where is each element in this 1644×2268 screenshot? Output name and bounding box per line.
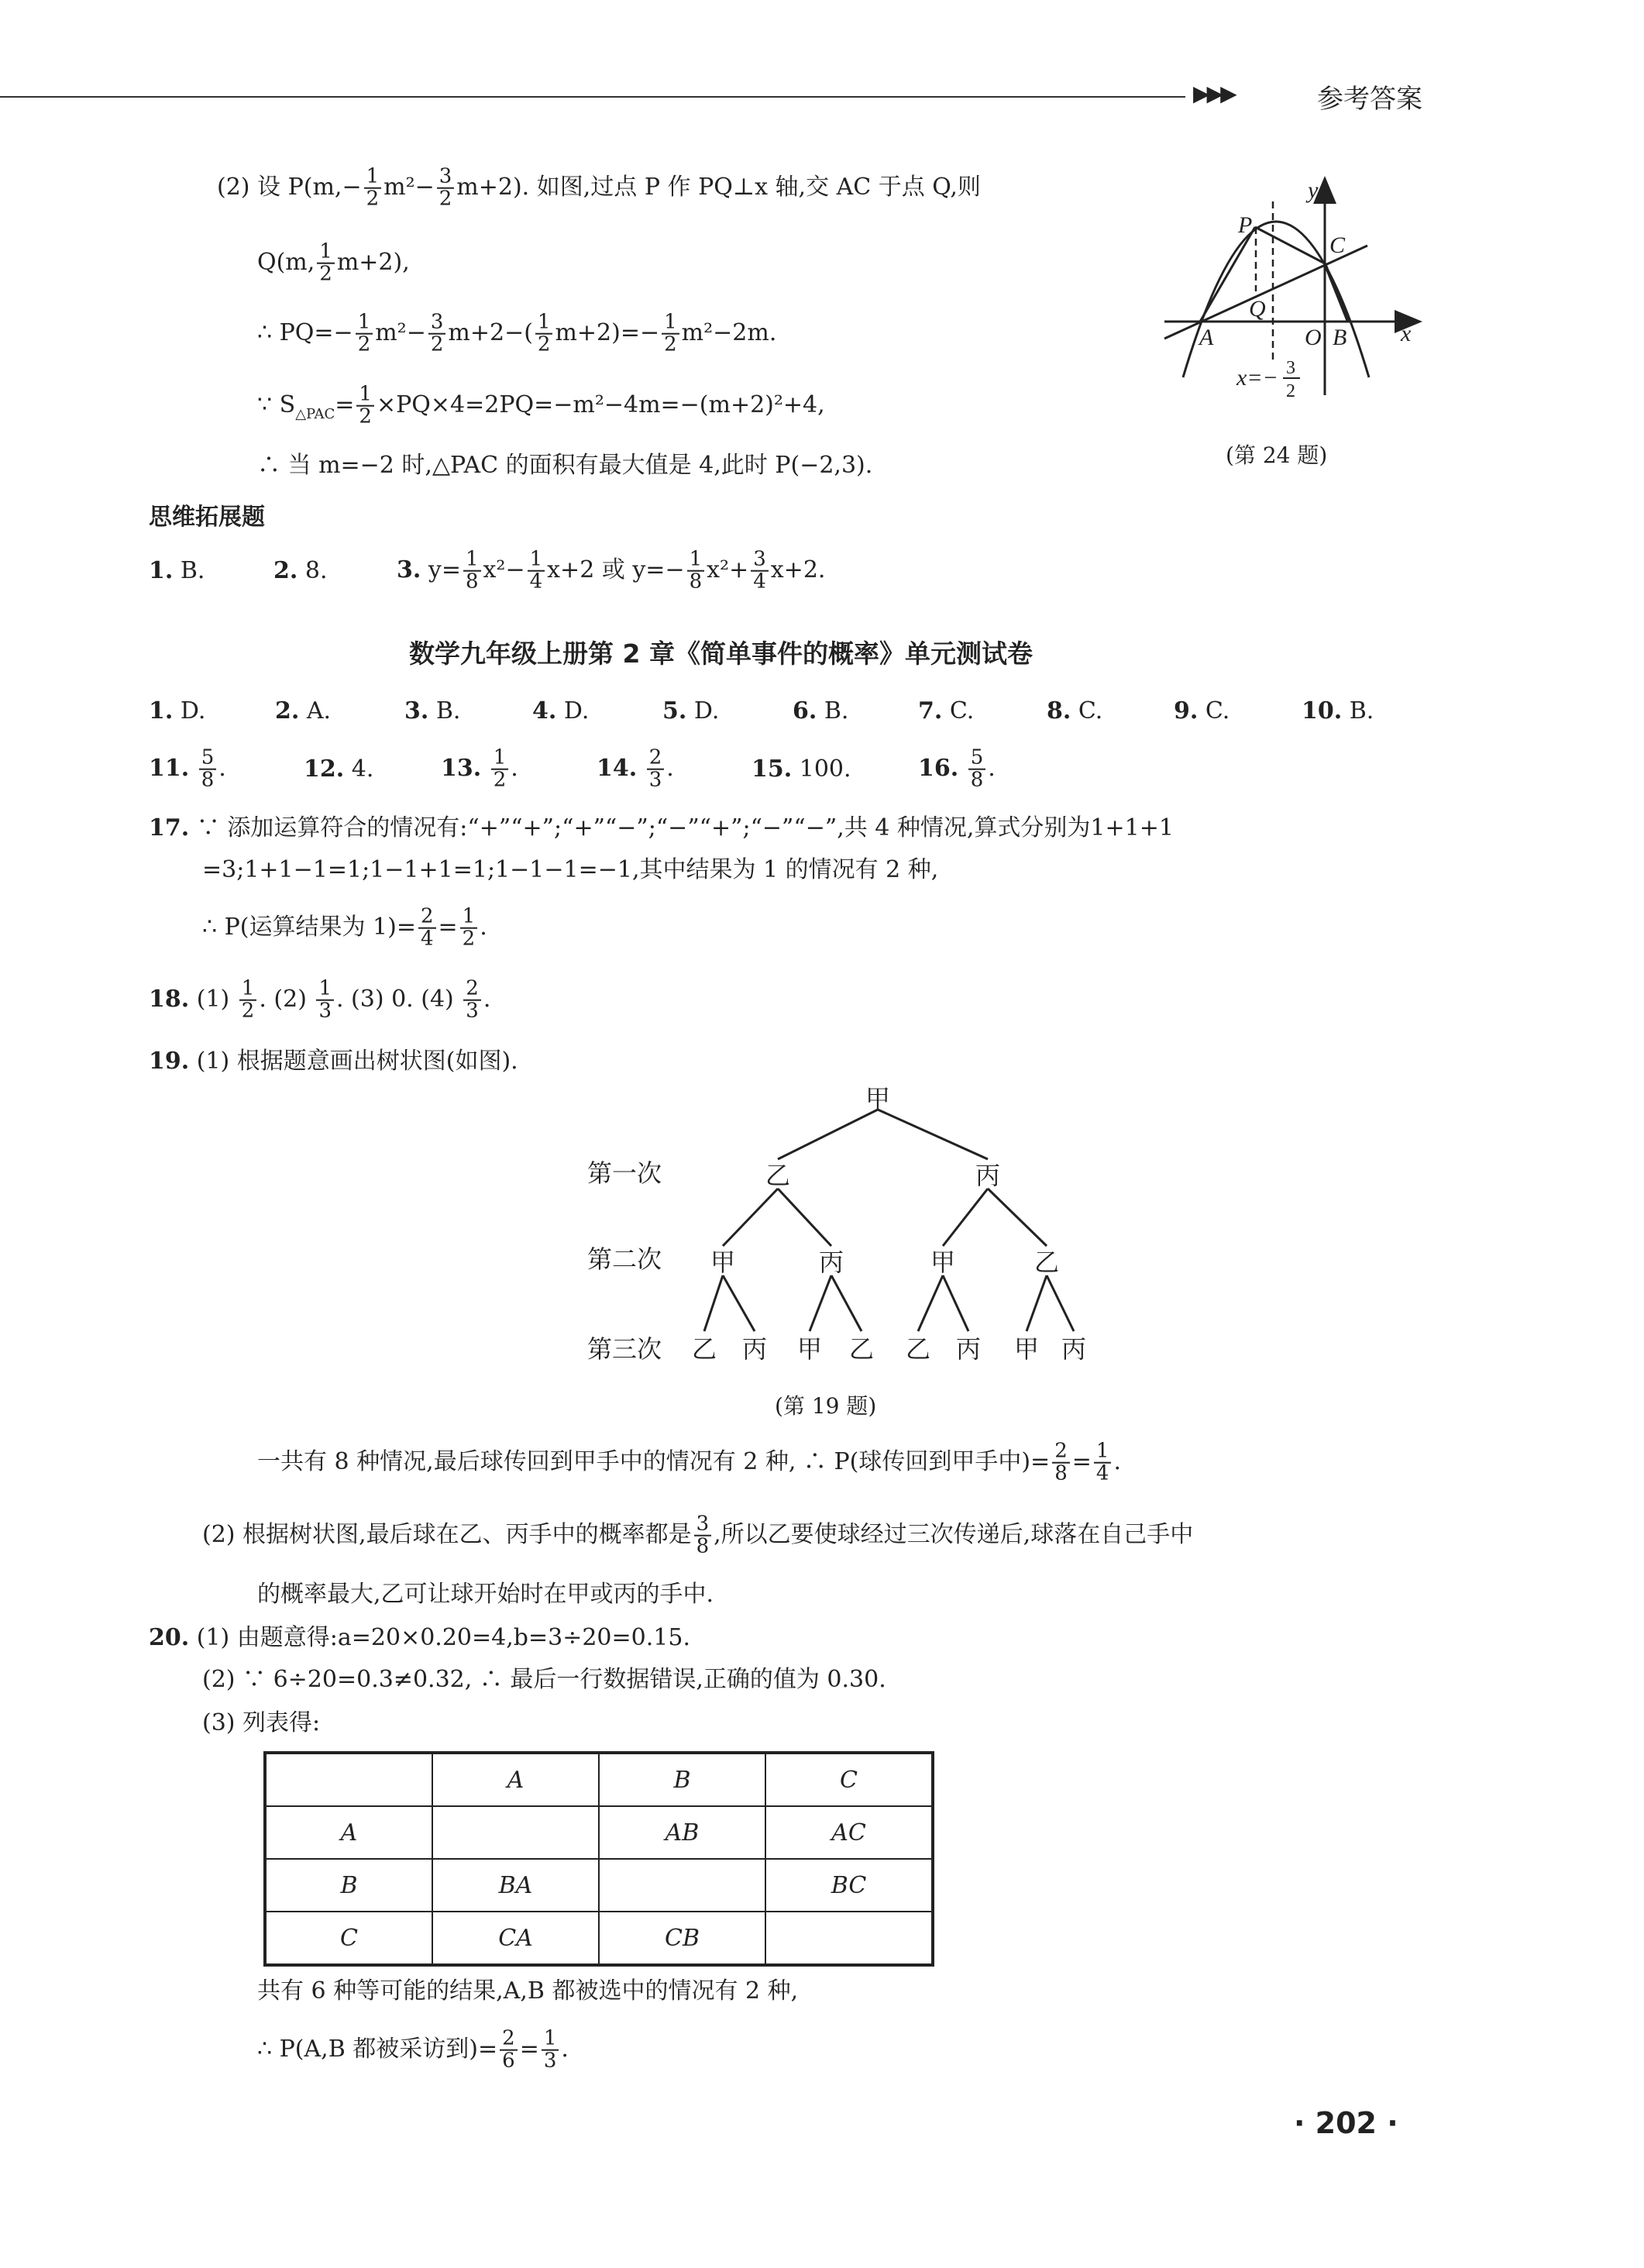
tree-node-l3: 丙 (1061, 1334, 1087, 1364)
numerator: 1 (491, 748, 509, 770)
text-segment: (3) 列表得: (202, 1709, 321, 1736)
question-number: 12. (304, 755, 345, 783)
text-segment: . (988, 755, 996, 782)
text-segment: (1) 由题意得:a=20×0.20=4,b=3÷20=0.15. (189, 1624, 690, 1651)
label-b: B (1333, 325, 1347, 350)
table-row (265, 1912, 933, 1965)
question-number: 2. (273, 557, 298, 584)
outcome-table (263, 1751, 934, 1967)
text-segment: = (335, 391, 355, 418)
text-segment: ∴ PQ=− (257, 319, 353, 346)
question-number: 14. (597, 755, 638, 782)
denominator: 2 (366, 188, 380, 211)
text-segment: . (561, 2036, 569, 2063)
numerator: 2 (500, 2029, 518, 2051)
table-cell (265, 1753, 432, 1806)
fraction (694, 1514, 712, 1558)
text-segment: (2) 设 P(m,− (217, 174, 362, 201)
denominator: 4 (1095, 1462, 1109, 1485)
numerator: 1 (542, 2029, 559, 2051)
text-segment: 8. (298, 557, 328, 584)
text-segment: (1) (189, 986, 237, 1013)
answer-19-line2 (257, 1441, 1121, 1485)
numerator: 1 (1094, 1441, 1112, 1464)
denominator: 2 (462, 928, 476, 951)
denominator: 3 (318, 1000, 332, 1023)
text-segment: D. (173, 697, 206, 724)
table-cell: AC (765, 1806, 933, 1859)
text-segment: D. (686, 697, 720, 724)
text-segment: . (218, 755, 226, 782)
tree-node-l3: 丙 (741, 1334, 768, 1364)
tree-node-l2: 丙 (818, 1248, 844, 1277)
question-number: 13. (441, 755, 482, 782)
text-segment: m+2), (336, 249, 410, 276)
question-number: 7. (918, 697, 943, 724)
numerator: 1 (463, 549, 481, 572)
header-section-label: 参考答案 (1317, 84, 1422, 115)
test-title: 数学九年级上册第 2 章《简单事件的概率》单元测试卷 (409, 638, 1033, 669)
figure-19-caption: (第 19 题) (775, 1393, 877, 1419)
answer-20-line5 (257, 2026, 569, 2073)
tree-node-l1: 丙 (975, 1161, 1001, 1190)
table-cell (599, 1859, 765, 1912)
text-segment: ∴ P(A,B 都被采访到)= (257, 2036, 498, 2063)
tree-row-label-1: 第一次 (586, 1158, 662, 1188)
text-segment: 100. (792, 755, 851, 783)
numerator: 5 (968, 748, 986, 770)
numerator: 1 (687, 549, 705, 572)
fraction (1094, 1441, 1112, 1485)
question-number: 20. (149, 1624, 190, 1651)
tree-row-label-3: 第三次 (586, 1334, 662, 1364)
table-row (265, 1859, 933, 1912)
tree-node-l2: 乙 (1034, 1248, 1060, 1277)
text-segment: ∵ 添加运算符合的情况有:“+”“+”;“+”“−”;“−”“+”;“−”“−”,共 4 种情况,算式分别为1+1+1 (189, 814, 1174, 841)
tree-node-l1: 乙 (765, 1161, 791, 1190)
label-axis-n: 3 (1286, 358, 1295, 378)
label-axis-d: 2 (1286, 381, 1295, 401)
text-segment: (2) ∵ 6÷20=0.3≠0.32, ∴ 最后一行数据错误,正确的值为 0.30. (202, 1666, 886, 1693)
extension-section-title: 思维拓展题 (149, 504, 265, 531)
page-number: · 202 · (1294, 2106, 1398, 2140)
question-number: 8. (1047, 697, 1071, 724)
numerator: 1 (535, 312, 553, 335)
question-number: 10. (1302, 697, 1343, 724)
text-segment: . (666, 755, 674, 782)
question-number: 18. (149, 986, 190, 1013)
text-segment: y= (421, 556, 461, 583)
denominator: 8 (1054, 1462, 1068, 1485)
text-segment: C. (1198, 697, 1230, 724)
answer-19-line4 (257, 1583, 714, 1606)
label-q: Q (1249, 296, 1266, 322)
numerator: 5 (199, 748, 217, 770)
table-cell: CA (432, 1912, 599, 1965)
label-axis-eq: x=− (1236, 365, 1278, 391)
text-segment: ,所以乙要使球经过三次传递后,球落在自己手中 (714, 1521, 1194, 1548)
label-a: A (1199, 325, 1214, 350)
text-segment: m²− (383, 174, 435, 201)
text-segment: 4. (344, 755, 374, 783)
table-cell: C (265, 1912, 432, 1965)
header-arrows-icon: ▶▶▶ (1193, 81, 1234, 106)
table-header-row (265, 1753, 933, 1806)
question-number: 6. (793, 697, 817, 724)
tree-node-l3: 乙 (691, 1334, 717, 1364)
question-number: 4. (532, 697, 557, 724)
question-number: 3. (397, 556, 421, 583)
question-number: 9. (1174, 697, 1199, 724)
answer-20-line1 (149, 1626, 690, 1650)
answer-20-line4 (257, 1977, 799, 2005)
text-segment: = (1071, 1448, 1092, 1475)
table-cell (765, 1912, 933, 1965)
text-segment: = (519, 2036, 539, 2063)
denominator: 2 (537, 333, 551, 356)
question-number: 3. (404, 697, 429, 724)
numerator: 1 (239, 979, 257, 1001)
fraction (1052, 1441, 1070, 1485)
text-segment: m²− (375, 319, 426, 346)
numerator: 1 (316, 979, 334, 1001)
text-segment: (2) 根据树状图,最后球在乙、丙手中的概率都是 (202, 1521, 692, 1548)
denominator: 3 (543, 2049, 557, 2073)
answer-20-line3 (202, 1709, 321, 1736)
denominator: 4 (420, 928, 434, 951)
question-number: 1. (149, 557, 174, 584)
text-segment: B. (173, 557, 205, 584)
denominator: 2 (319, 263, 332, 286)
numerator: 1 (662, 312, 679, 335)
text-segment: = (438, 914, 458, 941)
numerator: 1 (460, 907, 478, 929)
question-number: 16. (918, 755, 959, 782)
denominator: 2 (357, 333, 371, 356)
tree-node-l2: 甲 (930, 1248, 956, 1277)
label-x: x (1401, 321, 1412, 346)
table-cell: B (599, 1753, 765, 1806)
text-segment: ×PQ×4=2PQ=−m²−4m=−(m+2)²+4, (376, 391, 825, 418)
table-cell: CB (599, 1912, 765, 1965)
answer-19-line3 (202, 1514, 1193, 1558)
table-cell: AB (599, 1806, 765, 1859)
table-cell: A (265, 1806, 432, 1859)
label-o: O (1305, 325, 1322, 350)
numerator: 3 (694, 1514, 712, 1537)
denominator: 8 (689, 570, 703, 594)
answer-20-line2 (202, 1668, 886, 1692)
text-segment: . (2) (259, 986, 315, 1013)
text-segment: 一共有 8 种情况,最后球传回到甲手中的情况有 2 种, ∴ P(球传回到甲手中)= (257, 1448, 1051, 1475)
numerator: 2 (1052, 1441, 1070, 1464)
numerator: 1 (528, 549, 545, 572)
table-cell (432, 1806, 599, 1859)
text-segment: m²−2m. (681, 319, 777, 346)
table-cell: BA (432, 1859, 599, 1912)
denominator: 4 (529, 570, 543, 594)
question-number: 15. (751, 755, 793, 783)
text-segment: A. (299, 697, 332, 724)
numerator: 3 (428, 312, 446, 335)
text-segment: =3;1+1−1=1;1−1+1=1;1−1−1=−1,其中结果为 1 的情况有 2 种, (202, 856, 939, 883)
text-segment: . (1113, 1448, 1121, 1475)
text-segment: C. (942, 697, 975, 724)
text-segment: x²− (483, 556, 525, 583)
denominator: 8 (201, 769, 215, 792)
text-segment: B. (817, 697, 849, 724)
fraction (542, 2026, 559, 2073)
fraction (500, 2026, 518, 2073)
text-segment: m+2)=− (555, 319, 660, 346)
numerator: 1 (356, 384, 374, 407)
text-segment: . (480, 914, 487, 941)
tree-node-l2: 甲 (710, 1248, 736, 1277)
label-c: C (1329, 232, 1346, 258)
text-segment: m+2). 如图,过点 P 作 PQ⊥x 轴,交 AC 于点 Q,则 (456, 174, 981, 201)
text-segment: B. (1342, 697, 1374, 724)
question-number: 17. (149, 814, 190, 841)
numerator: 2 (463, 979, 481, 1001)
denominator: 2 (359, 405, 372, 428)
question-number: 2. (275, 697, 300, 724)
tree-node-l3: 甲 (796, 1334, 823, 1364)
question-number: 5. (662, 697, 687, 724)
text-segment: x+2. (770, 556, 826, 583)
tree-node-l3: 乙 (905, 1334, 931, 1364)
question-number: 19. (149, 1048, 190, 1075)
text-segment: . (511, 755, 518, 782)
denominator: 8 (465, 570, 479, 594)
numerator: 1 (364, 167, 382, 189)
denominator: 8 (970, 769, 984, 792)
table-cell: A (432, 1753, 599, 1806)
numerator: 3 (437, 167, 455, 189)
question-number: 1. (149, 697, 174, 724)
text-segment: x+2 或 y=− (547, 556, 685, 583)
text-segment: B. (428, 697, 461, 724)
numerator: 3 (751, 549, 769, 572)
denominator: 2 (493, 769, 507, 792)
tree-root: 甲 (865, 1084, 891, 1113)
text-segment: Q(m, (257, 249, 315, 276)
tree-row-label-2: 第二次 (586, 1244, 662, 1274)
table-cell: BC (765, 1859, 933, 1912)
denominator: 4 (753, 570, 766, 594)
text-segment: ∴ P(运算结果为 1)= (202, 914, 416, 941)
tree-node-l3: 乙 (848, 1334, 875, 1364)
text-segment: D. (556, 697, 590, 724)
figure-24-caption: (第 24 题) (1226, 442, 1328, 468)
table-cell: B (265, 1859, 432, 1912)
denominator: 2 (430, 333, 444, 356)
subscript: △PAC (295, 406, 335, 422)
denominator: 8 (696, 1535, 710, 1558)
text-segment: 共有 6 种等可能的结果,A,B 都被选中的情况有 2 种, (257, 1977, 799, 2005)
denominator: 3 (466, 1000, 479, 1023)
numerator: 2 (418, 907, 436, 929)
table-row (265, 1806, 933, 1859)
numerator: 1 (356, 312, 373, 335)
text-segment: m+2−( (448, 319, 533, 346)
text-segment: . (483, 986, 491, 1013)
tree-node-l3: 丙 (955, 1334, 982, 1364)
text-segment: . (3) 0. (4) (335, 986, 462, 1013)
text-segment: 的概率最大,乙可让球开始时在甲或丙的手中. (257, 1581, 714, 1608)
text-segment: (1) 根据题意画出树状图(如图). (189, 1048, 518, 1075)
label-y: y (1308, 177, 1319, 203)
text-segment: ∴ 当 m=−2 时,△PAC 的面积有最大值是 4,此时 P(−2,3). (257, 452, 873, 479)
text-segment: ∵ S (257, 391, 296, 418)
denominator: 2 (664, 333, 677, 356)
denominator: 3 (648, 769, 662, 792)
question-number: 11. (149, 755, 190, 782)
numerator: 1 (317, 242, 335, 264)
table-cell: C (765, 1753, 933, 1806)
denominator: 2 (439, 188, 452, 211)
denominator: 2 (241, 1000, 255, 1023)
numerator: 2 (647, 748, 665, 770)
label-p: P (1238, 212, 1253, 238)
text-segment: x²+ (707, 556, 749, 583)
tree-node-l3: 甲 (1013, 1334, 1040, 1364)
denominator: 6 (502, 2049, 515, 2073)
text-segment: C. (1071, 697, 1103, 724)
